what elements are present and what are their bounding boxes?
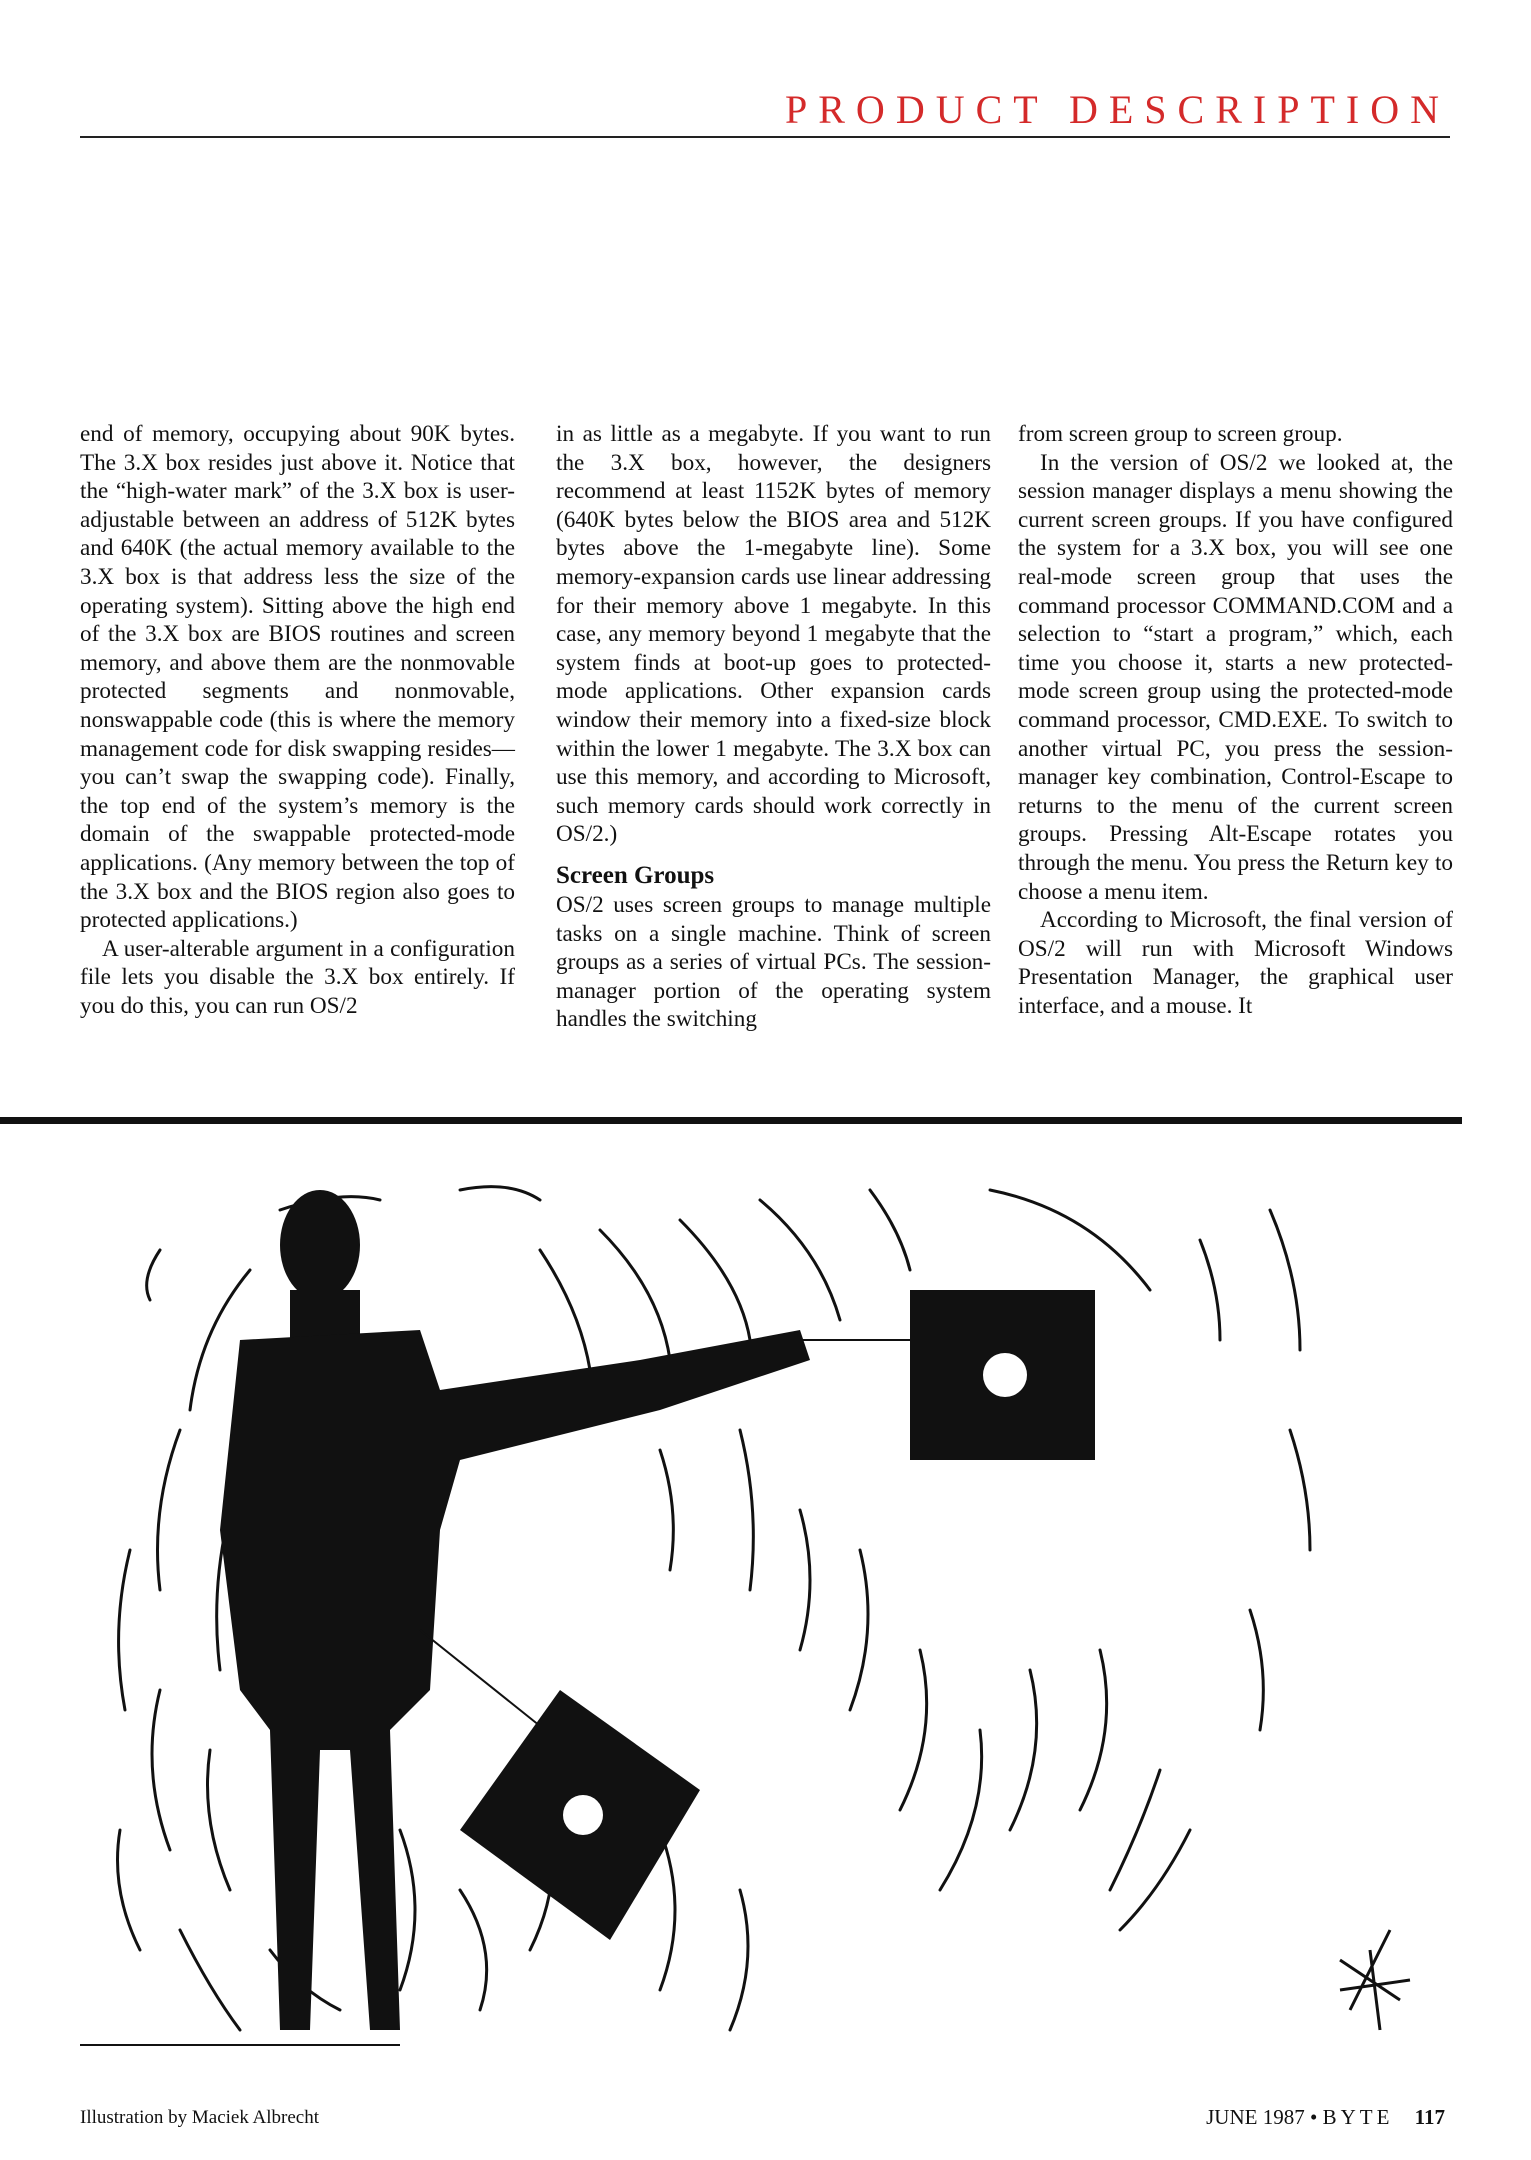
illustration-man-with-signal-flags — [40, 1130, 1460, 2080]
separator: • — [1309, 2105, 1318, 2129]
man-figure — [220, 1190, 810, 2030]
paragraph: In the version of OS/2 we looked at, the session manager displays a menu showing the current screen groups. If you have configured the system for a 3.X box, you will see one real-mode screen group that uses the command processor COMMAND.COM and a selection to “start a program,” which, each time you choose it, starts a new protected-mode screen group using the protected-mode command processor, CMD.EXE. To switch to another virtual PC, you press the session-manager key combination, Control-Escape to returns to the menu of the current screen groups. Pressing Alt-Escape rotates you through the menu. You press the Return key to choose a menu item. — [1018, 449, 1453, 905]
magazine-name: BYTE — [1322, 2105, 1394, 2129]
column-2 — [556, 420, 991, 1034]
artist-signature — [1340, 1930, 1410, 2030]
subheading-screen-groups: Screen Groups — [556, 861, 715, 889]
paragraph: end of memory, occupying about 90K bytes. The 3.X box resides just above it. Notice that the “high-water mark” of the 3.X box is user-adjustable between an address of 512K bytes and 640K (the actual memory available to the 3.X box is that address less the size of the operating system). Sitting above the high end of the 3.X box are BIOS routines and screen memory, and above them are the nonmovable protected segments and nonmovable, nonswappable code (this is where the memory management code for disk swapping resides—you can’t swap the swapping code). Finally, the top end of the system’s memory is the domain of the swappable protected-mode applications. (Any memory between the top of the 3.X box and the BIOS region also goes to protected applications.) — [80, 421, 515, 934]
page-footer — [1206, 2105, 1445, 2130]
column-1 — [80, 420, 515, 1020]
paragraph: A user-alterable argument in a configuration file lets you disable the 3.X box entirely. If you do this, you can run OS/2 — [80, 935, 515, 1019]
paragraph: from screen group to screen group. — [1018, 421, 1343, 447]
section-rule — [0, 1117, 1462, 1124]
paragraph: OS/2 uses screen groups to manage multiple tasks on a single machine. Think of screen groups as a series of virtual PCs. The session-manager portion of the operating system handles the switching — [556, 891, 991, 1033]
illustration-credit: Illustration by Maciek Albrecht — [80, 2107, 320, 2128]
issue-date: JUNE 1987 — [1206, 2105, 1305, 2129]
paragraph: According to Microsoft, the final version of OS/2 will run with Microsoft Windows Presentation Manager, the graphical user interface, and a mouse. It — [1018, 907, 1453, 1019]
page-header — [80, 86, 1450, 138]
flag-poles — [80, 1340, 960, 2045]
section-title: PRODUCT DESCRIPTION — [785, 87, 1450, 132]
page-number: 117 — [1414, 2105, 1445, 2129]
column-3 — [1018, 420, 1453, 1020]
flag-hole — [563, 1795, 603, 1835]
flag-hole — [983, 1353, 1027, 1397]
paragraph: in as little as a megabyte. If you want to run the 3.X box, however, the designers recommend at least 1152K bytes of memory (640K bytes below the BIOS area and 512K bytes above the 1-megabyte line). Some memory-expansion cards use linear addressing for their memory above 1 megabyte. In this case, any memory beyond 1 megabyte that the system finds at boot-up goes to protected-mode applications. Other expansion cards window their memory into a fixed-size block within the lower 1 megabyte. The 3.X box can use this memory, and according to Microsoft, such memory cards should work correctly in OS/2.) — [556, 421, 991, 848]
